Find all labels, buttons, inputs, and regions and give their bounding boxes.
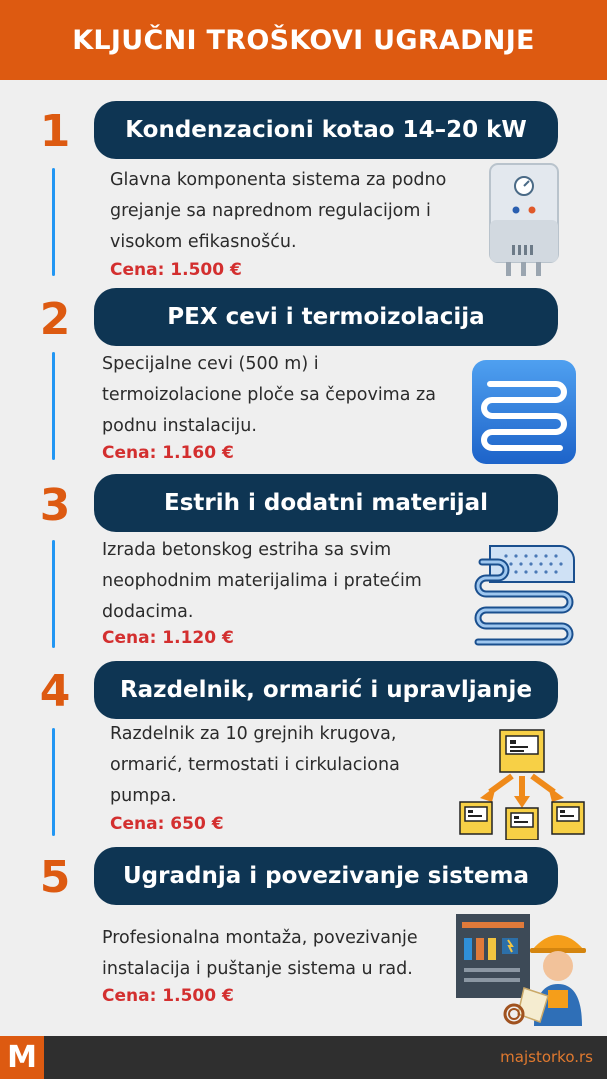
item-divider-line xyxy=(52,728,55,836)
item-price: Cena: 1.500 € xyxy=(110,260,242,280)
item-divider-line xyxy=(52,168,55,276)
item-title: PEX cevi i termoizolacija xyxy=(94,288,558,346)
item-price: Cena: 1.160 € xyxy=(102,443,234,463)
item-number: 2 xyxy=(39,294,71,345)
pipe-coil-icon xyxy=(470,358,578,466)
distribution-boxes-icon xyxy=(456,726,586,840)
item-price: Cena: 650 € xyxy=(110,814,224,834)
item-number: 1 xyxy=(39,106,71,157)
item-price: Cena: 1.500 € xyxy=(102,986,234,1006)
item-number: 5 xyxy=(39,852,71,903)
item-price: Cena: 1.120 € xyxy=(102,628,234,648)
item-number: 4 xyxy=(39,666,71,717)
floor-heating-icon xyxy=(470,542,580,652)
item-description: Profesionalna montaža, povezivanje instalacija i puštanje sistema u rad. xyxy=(102,928,418,979)
item-title: Ugradnja i povezivanje sistema xyxy=(94,847,558,905)
item-number: 3 xyxy=(39,480,71,531)
item-description: Glavna komponenta sistema za podno grejanje sa naprednom regulacijom i visokom efikasnošću. xyxy=(110,170,447,252)
item-title: Razdelnik, ormarić i upravljanje xyxy=(94,661,558,719)
item-divider-line xyxy=(52,540,55,648)
website-link[interactable]: majstorko.rs xyxy=(500,1048,593,1066)
item-title: Estrih i dodatni materijal xyxy=(94,474,558,532)
boiler-icon xyxy=(484,160,564,280)
item-divider-line xyxy=(52,352,55,460)
page-title: KLJUČNI TROŠKOVI UGRADNJE xyxy=(72,24,535,56)
worker-icon xyxy=(452,910,592,1026)
header-banner xyxy=(0,0,607,80)
footer-bar xyxy=(0,1036,607,1079)
brand-logo: M xyxy=(0,1036,44,1079)
item-description: Razdelnik za 10 grejnih krugova, ormarić, termostati i cirkulaciona pumpa. xyxy=(110,724,400,806)
item-description: Specijalne cevi (500 m) i termoizolacione ploče sa čepovima za podnu instalaciju. xyxy=(102,354,436,436)
item-title: Kondenzacioni kotao 14–20 kW xyxy=(94,101,558,159)
item-description: Izrada betonskog estriha sa svim neophodnim materijalima i pratećim dodacima. xyxy=(102,540,422,622)
